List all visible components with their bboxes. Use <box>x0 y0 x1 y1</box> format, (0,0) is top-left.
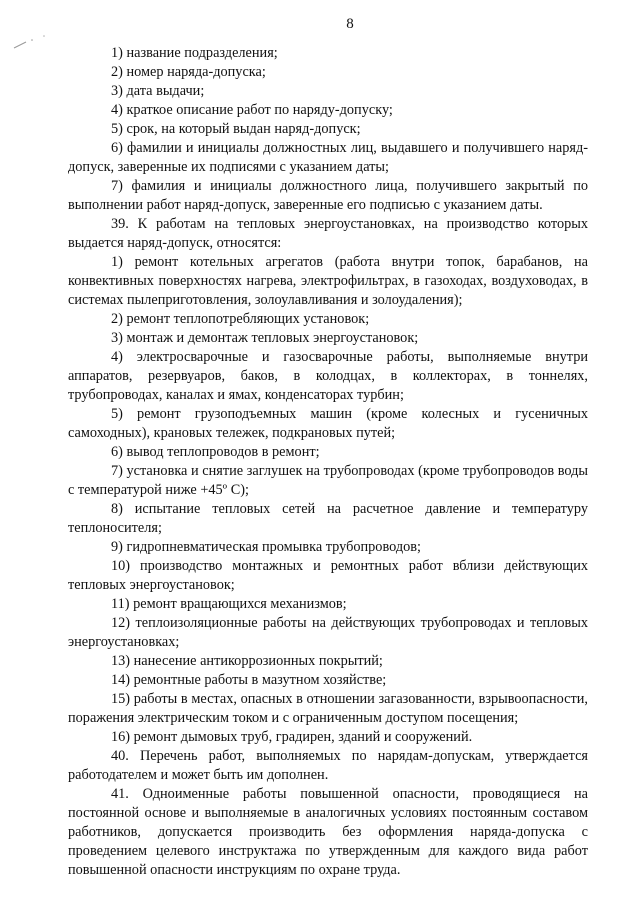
paragraph: 7) фамилия и инициалы должностного лица, получившего закрытый по выполнении работ наряд-допуск, заверенные его подписью с указанием даты. <box>68 178 588 213</box>
paragraph: 10) производство монтажных и ремонтных работ вблизи действующих тепловых энергоустановок; <box>68 558 588 593</box>
paragraph: 14) ремонтные работы в мазутном хозяйстве; <box>111 672 387 688</box>
paragraph: 2) номер наряда-допуска; <box>111 64 266 80</box>
paragraph: 6) фамилии и инициалы должностных лиц, выдавшего и получившего наряд-допуск, заверенные их подписями с указанием даты; <box>68 140 588 175</box>
paragraph: 1) название подразделения; <box>111 45 278 61</box>
paragraph: 7) установка и снятие заглушек на трубопроводах (кроме трубопроводов воды с температурой ниже +45º С); <box>68 463 588 498</box>
paragraph: 41. Одноименные работы повышенной опасности, проводящиеся на постоянной основе и выполняемые в аналогичных условиях постоянным составом работников, допускается производить без оформления наряда-допуска с проведением целевого инструктажа по утвержденным для каждого вида работ повышенной опасности инструкциям по охране труда. <box>68 786 588 878</box>
paragraph: 4) краткое описание работ по наряду-допуску; <box>111 102 393 118</box>
paragraph: 16) ремонт дымовых труб, градирен, зданий и сооружений. <box>111 729 473 745</box>
paragraph: 15) работы в местах, опасных в отношении загазованности, взрывоопасности, поражения электрическим током и с ограниченным доступом посещения; <box>68 691 588 726</box>
paragraph: 6) вывод теплопроводов в ремонт; <box>111 444 320 460</box>
page-number: 8 <box>346 16 354 32</box>
paragraph: 2) ремонт теплопотребляющих установок; <box>111 311 370 327</box>
paragraph: 3) монтаж и демонтаж тепловых энергоустановок; <box>111 330 419 346</box>
paragraph: 9) гидропневматическая промывка трубопроводов; <box>111 539 421 555</box>
paragraph: 4) электросварочные и газосварочные работы, выполняемые внутри аппаратов, резервуаров, баков, в колодцах, в коллекторах, в тоннелях, трубопроводах, каналах и ямах, конденсаторах турбин; <box>68 349 588 403</box>
paragraph: 1) ремонт котельных агрегатов (работа внутри топок, барабанов, на конвективных поверхностях нагрева, электрофильтрах, в газоходах, воздуховодах, в системах пылеприготовления, золоулавливания и золоудаления); <box>68 254 588 308</box>
paragraph: 11) ремонт вращающихся механизмов; <box>111 596 347 612</box>
paragraph: 5) ремонт грузоподъемных машин (кроме колесных и гусеничных самоходных), крановых тележек, подкрановых путей; <box>68 406 588 441</box>
paragraph: 13) нанесение антикоррозионных покрытий; <box>111 653 383 669</box>
paragraph: 12) теплоизоляционные работы на действующих трубопроводах и тепловых энергоустановках; <box>68 615 588 650</box>
paragraph: 3) дата выдачи; <box>111 83 205 99</box>
paragraph: 39. К работам на тепловых энергоустановках, на производство которых выдается наряд-допуск, относятся: <box>68 216 588 251</box>
document-body <box>68 44 588 880</box>
paragraph: 8) испытание тепловых сетей на расчетное давление и температуру теплоносителя; <box>68 501 588 536</box>
paragraph: 40. Перечень работ, выполняемых по нарядам-допускам, утверждается работодателем и может быть им дополнен. <box>68 748 588 783</box>
paragraph: 5) срок, на который выдан наряд-допуск; <box>111 121 361 137</box>
scan-artifact-mark <box>12 30 52 60</box>
